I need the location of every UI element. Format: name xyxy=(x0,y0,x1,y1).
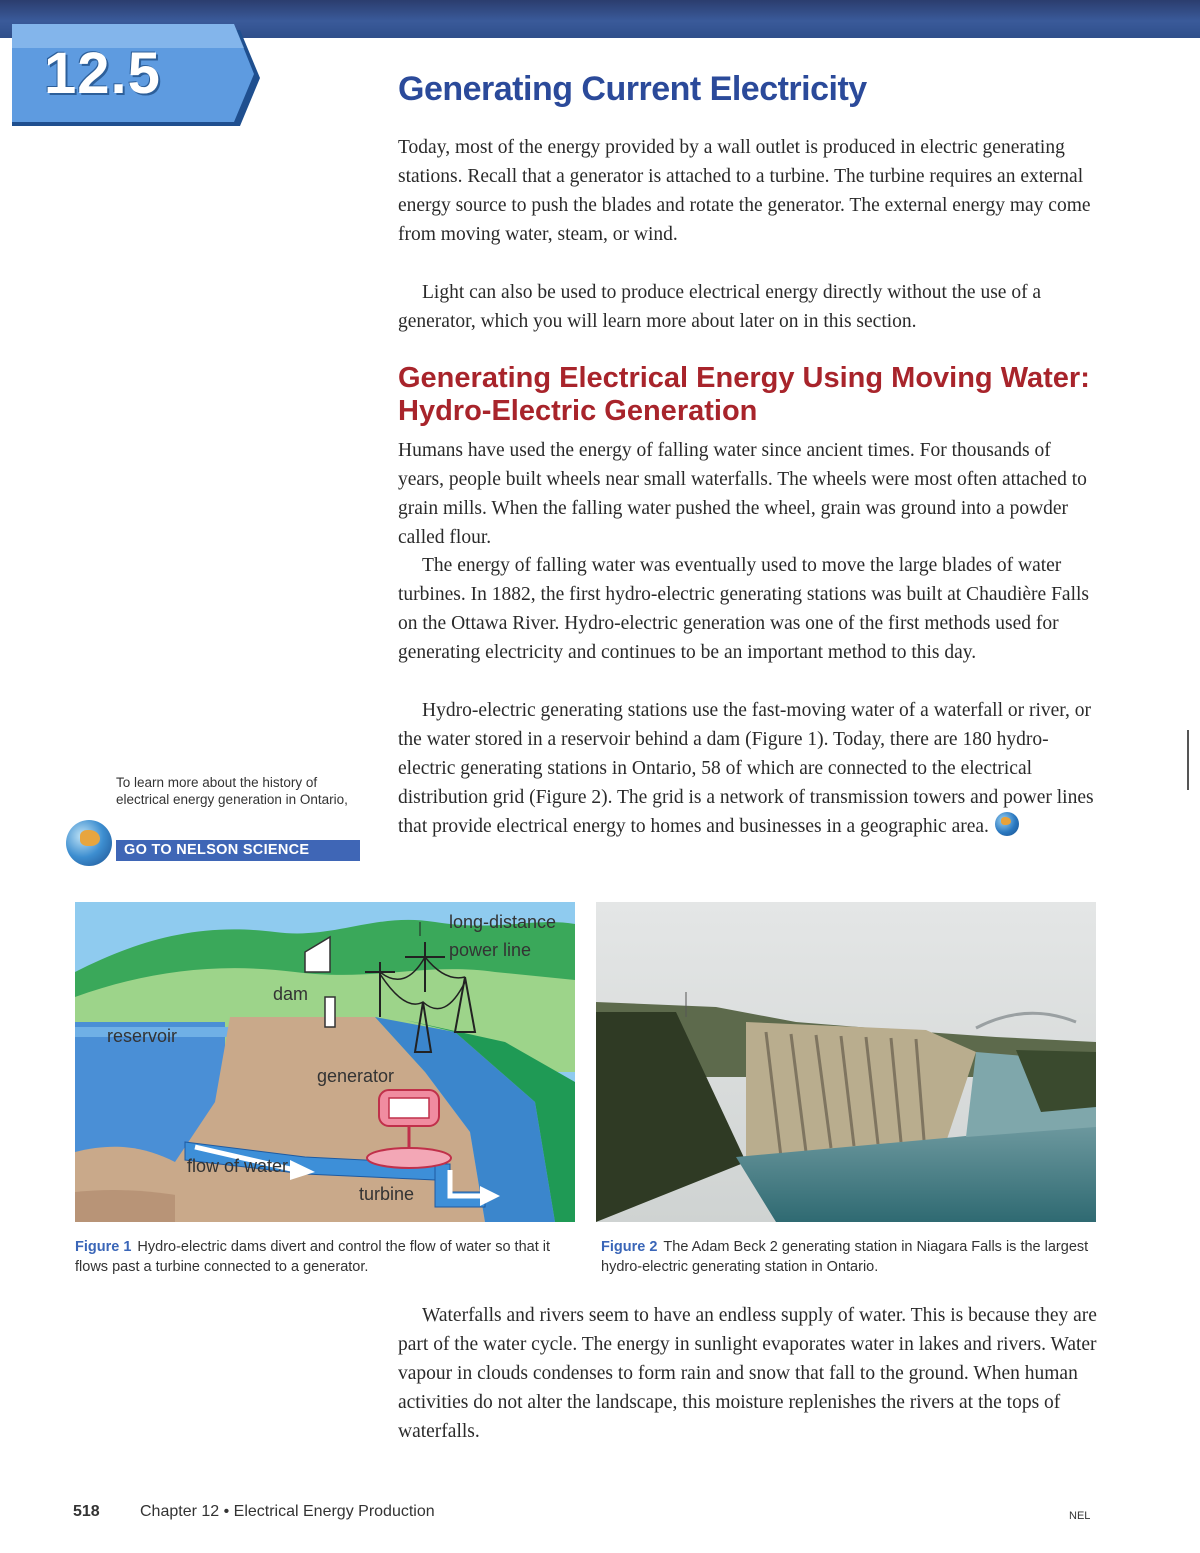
closing-paragraph: Waterfalls and rivers seem to have an endless supply of water. This is because they are part of the water cycle. The energy in sunlight evaporates water in lakes and rivers. Water vapour in clouds condenses to form rain and snow that fall to the ground. When human activities do not alter the landscape, this moisture replenishes the rivers at the tops of waterfalls. xyxy=(398,1305,1097,1442)
figure-1-caption-text: Hydro-electric dams divert and control the flow of water so that it flows past a turbine connected to a generator. xyxy=(75,1239,551,1275)
power-line-label-2: power line xyxy=(449,940,532,960)
generator-label: generator xyxy=(317,1066,395,1086)
publisher-mark: NEL xyxy=(1069,1510,1091,1522)
hydro-paragraph-1: Humans have used the energy of falling water since ancient times. For thousands of years, people built wheels near small waterfalls. The wheels were most often attached to grain mills. When the falling water pushed the wheel, grain was ground into a powder called flour. xyxy=(398,440,1087,548)
section-number: 12.5 xyxy=(44,41,161,106)
figure-2-caption-text: The Adam Beck 2 generating station in Niagara Falls is the largest hydro-electric generating station in Ontario. xyxy=(601,1239,1089,1275)
web-link-icon[interactable] xyxy=(995,812,1019,836)
intro-paragraph-2: Light can also be used to produce electrical energy directly without the use of a generator, which you will learn more about later on in this section. xyxy=(398,282,1042,332)
go-to-nelson-science-button[interactable]: GO TO NELSON SCIENCE xyxy=(116,840,360,861)
figure-2-photo xyxy=(596,902,1096,1222)
reservoir-label: reservoir xyxy=(107,1026,178,1046)
figure-1-caption-label: Figure 1 xyxy=(75,1239,132,1255)
turbine-label: turbine xyxy=(359,1184,415,1204)
power-line-label-1: long-distance xyxy=(449,912,557,932)
margin-rule xyxy=(1187,730,1189,790)
figure-2-caption-label: Figure 2 xyxy=(601,1239,658,1255)
hydro-paragraph-2: The energy of falling water was eventually used to move the large blades of water turbines. In 1882, the first hydro-electric generating stations was built at Chaudière Falls on the Ottawa River. Hydro-electric generation was one of the first methods used for generating electricity and continues to be an important method to this day. xyxy=(398,555,1089,663)
intro-paragraph-1: Today, most of the energy provided by a wall outlet is produced in electric generating stations. Recall that a generator is attached to a turbine. The turbine requires an external energy source to push the blades and rotate the generator. The external energy may come from moving water, steam, or wind. xyxy=(398,137,1091,245)
figure-2-caption xyxy=(601,1237,1096,1277)
figure-1-caption xyxy=(75,1237,575,1277)
chapter-footer: Chapter 12 • Electrical Energy Production xyxy=(140,1503,435,1520)
figure-1-diagram xyxy=(75,902,575,1222)
hydro-paragraph-3 xyxy=(398,696,1098,841)
flow-of-water-label: flow of water xyxy=(187,1156,289,1176)
dam-label: dam xyxy=(273,984,309,1004)
globe-icon xyxy=(66,820,112,866)
hydro-paragraph-3-text: Hydro-electric generating stations use the fast-moving water of a waterfall or river, or the water stored in a reservoir behind a dam (Figure 1). Today, there are 180 hydro-electric generating stations in Ontario, 58 of which are connected to the electrical distribution grid (Figure 2). The grid is a network of transmission towers and power lines that provide electrical energy to homes and businesses in a geographic area. xyxy=(398,700,1094,837)
section-heading: Generating Electrical Energy Using Moving Water: Hydro-Electric Generation xyxy=(398,362,1090,427)
page-title: Generating Current Electricity xyxy=(398,70,867,108)
sidebar-note: To learn more about the history of electrical energy generation in Ontario, xyxy=(116,775,348,807)
page-number: 518 xyxy=(73,1503,100,1520)
